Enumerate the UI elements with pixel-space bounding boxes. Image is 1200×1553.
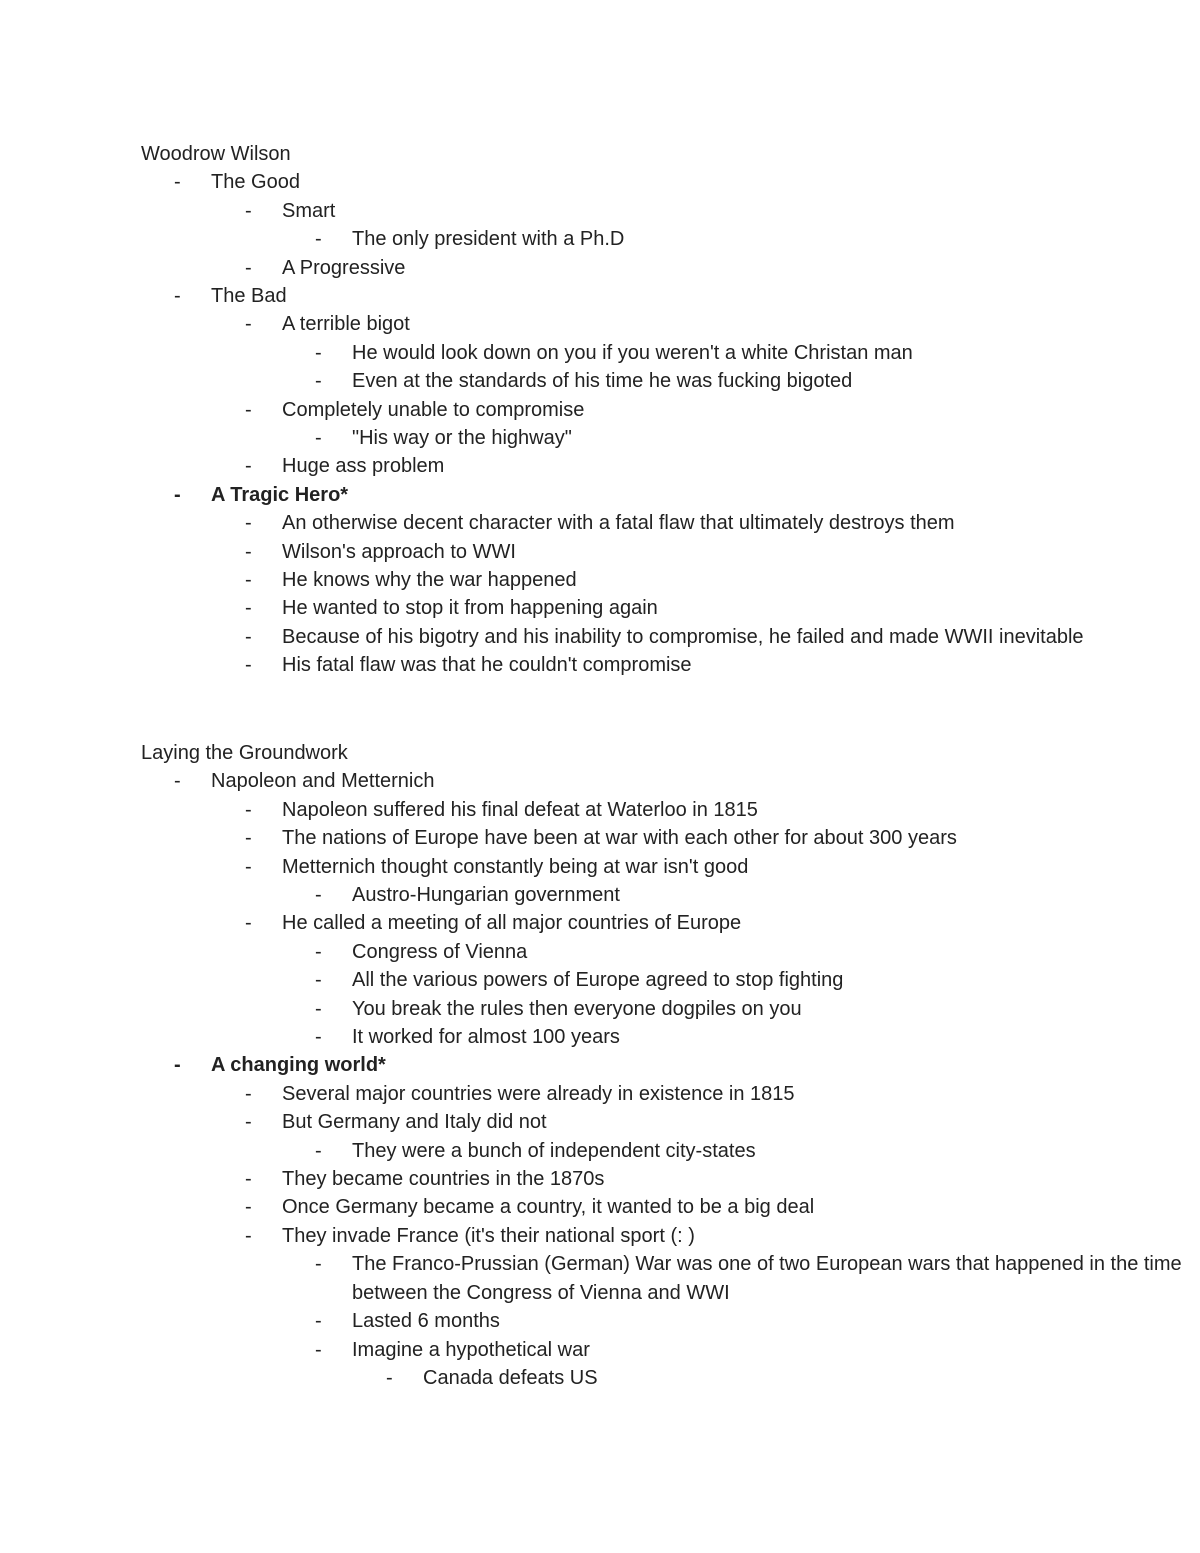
list-item-text: The Good — [211, 171, 300, 194]
bullet-dash: - — [245, 199, 252, 222]
list-item — [141, 796, 1113, 824]
bullet-dash: - — [315, 1310, 322, 1333]
bullet-dash: - — [245, 654, 252, 677]
bullet-dash: - — [245, 1082, 252, 1105]
list-item — [141, 168, 971, 196]
list-item — [141, 367, 1200, 395]
list-item — [141, 566, 1113, 594]
bullet-dash: - — [174, 770, 181, 793]
bullet-dash: - — [245, 827, 252, 850]
bullet-dash: - — [245, 597, 252, 620]
list-item-text: But Germany and Italy did not — [282, 1111, 547, 1134]
list-item-text: They were a bunch of independent city-states — [352, 1139, 756, 1162]
bullet-dash: - — [245, 540, 252, 563]
bullet-dash: - — [315, 228, 322, 251]
bullet-dash: - — [315, 1026, 322, 1049]
bullet-dash: - — [245, 625, 252, 648]
list-item-text: A Progressive — [282, 256, 406, 279]
bullet-dash: - — [245, 512, 252, 535]
list-item-text: Even at the standards of his time he was fucking bigoted — [352, 370, 853, 393]
list-item — [141, 225, 1200, 253]
section-laying-the-groundwork — [141, 739, 1182, 1392]
section-heading: Laying the Groundwork — [141, 742, 348, 764]
bullet-dash: - — [245, 455, 252, 478]
bullet-dash: - — [174, 1054, 181, 1077]
list-item — [141, 853, 1113, 881]
list-item-text: Lasted 6 months — [352, 1310, 500, 1333]
bullet-dash: - — [245, 798, 252, 821]
list-item-text: He would look down on you if you weren't a white Christan man — [352, 341, 913, 364]
list-item-text: Completely unable to compromise — [282, 398, 585, 421]
list-item — [141, 452, 1113, 480]
bullet-dash: - — [315, 1338, 322, 1361]
list-item — [141, 1137, 1200, 1165]
list-item-text: A Tragic Hero* — [211, 483, 349, 506]
bullet-list — [141, 168, 1141, 679]
list-item — [141, 310, 1113, 338]
list-item-text: He called a meeting of all major countries of Europe — [282, 912, 742, 935]
bullet-dash: - — [315, 1139, 322, 1162]
list-item-text: The Bad — [211, 285, 287, 308]
list-item — [141, 1364, 1200, 1392]
list-item — [141, 1051, 971, 1079]
list-item-text: Several major countries were already in existence in 1815 — [282, 1082, 795, 1105]
bullet-list — [141, 767, 1182, 1392]
list-item — [141, 1336, 1200, 1364]
list-item — [141, 424, 1200, 452]
bullet-dash: - — [315, 940, 322, 963]
list-item-text: A changing world* — [211, 1054, 386, 1077]
list-item — [141, 767, 971, 795]
list-item — [141, 396, 1113, 424]
section-heading: Woodrow Wilson — [141, 143, 291, 165]
bullet-dash: - — [315, 884, 322, 907]
list-item — [141, 509, 1113, 537]
list-item — [141, 1250, 1200, 1307]
list-item — [141, 1165, 1113, 1193]
list-item — [141, 881, 1200, 909]
bullet-dash: - — [245, 1196, 252, 1219]
list-item-text: An otherwise decent character with a fatal flaw that ultimately destroys them — [282, 512, 955, 535]
list-item — [141, 1193, 1113, 1221]
bullet-dash: - — [386, 1366, 393, 1389]
list-item-text: A terrible bigot — [282, 313, 410, 336]
list-item-text: All the various powers of Europe agreed to stop fighting — [352, 969, 844, 992]
list-item-text: He wanted to stop it from happening again — [282, 597, 658, 620]
list-item-text: Smart — [282, 199, 336, 222]
list-item-text: Imagine a hypothetical war — [352, 1338, 590, 1361]
list-item — [141, 481, 971, 509]
list-item-text: Napoleon suffered his final defeat at Waterloo in 1815 — [282, 798, 758, 821]
list-item — [141, 538, 1113, 566]
list-item-text: He knows why the war happened — [282, 569, 577, 592]
list-item-text: Canada defeats US — [423, 1366, 598, 1389]
list-item — [141, 1222, 1113, 1250]
list-item-text: You break the rules then everyone dogpiles on you — [352, 997, 802, 1020]
bullet-dash: - — [315, 341, 322, 364]
list-item — [141, 824, 1113, 852]
list-item-text: Napoleon and Metternich — [211, 770, 435, 793]
bullet-dash: - — [245, 256, 252, 279]
list-item — [141, 909, 1113, 937]
list-item-text: Austro-Hungarian government — [352, 884, 620, 907]
list-item — [141, 651, 1113, 679]
list-item-text: Because of his bigotry and his inability to compromise, he failed and made WWII inevitable — [282, 625, 1084, 648]
bullet-dash: - — [245, 313, 252, 336]
list-item — [141, 938, 1200, 966]
list-item — [141, 966, 1200, 994]
bullet-dash: - — [315, 969, 322, 992]
bullet-dash: - — [245, 912, 252, 935]
list-item-text: Huge ass problem — [282, 455, 445, 478]
bullet-dash: - — [245, 1224, 252, 1247]
bullet-dash: - — [245, 1168, 252, 1191]
bullet-dash: - — [174, 171, 181, 194]
list-item — [141, 339, 1200, 367]
bullet-dash: - — [245, 398, 252, 421]
list-item-text: His fatal flaw was that he couldn't compromise — [282, 654, 692, 677]
list-item-text: Congress of Vienna — [352, 940, 528, 963]
list-item-text: They invade France (it's their national sport (: ) — [282, 1224, 695, 1247]
list-item-text: The nations of Europe have been at war with each other for about 300 years — [282, 827, 957, 850]
list-item-text: Once Germany became a country, it wanted to be a big deal — [282, 1196, 815, 1219]
bullet-dash: - — [245, 1111, 252, 1134]
section-woodrow-wilson — [141, 140, 1141, 680]
list-item — [141, 1080, 1113, 1108]
list-item — [141, 594, 1113, 622]
list-item — [141, 254, 1113, 282]
bullet-dash: - — [315, 370, 322, 393]
bullet-dash: - — [245, 855, 252, 878]
bullet-dash: - — [315, 1253, 322, 1276]
bullet-dash: - — [174, 285, 181, 308]
list-item-text: Metternich thought constantly being at war isn't good — [282, 855, 749, 878]
bullet-dash: - — [315, 427, 322, 450]
list-item — [141, 623, 1113, 651]
list-item-text: The only president with a Ph.D — [352, 228, 625, 251]
list-item — [141, 1023, 1200, 1051]
list-item — [141, 1108, 1113, 1136]
list-item — [141, 995, 1200, 1023]
bullet-dash: - — [245, 569, 252, 592]
bullet-dash: - — [315, 997, 322, 1020]
bullet-dash: - — [174, 483, 181, 506]
list-item-text: It worked for almost 100 years — [352, 1026, 620, 1049]
list-item-text: They became countries in the 1870s — [282, 1168, 605, 1191]
list-item-text: Wilson's approach to WWI — [282, 540, 516, 563]
list-item-text: "His way or the highway" — [352, 427, 572, 450]
list-item — [141, 1307, 1200, 1335]
list-item — [141, 282, 971, 310]
list-item-text: The Franco-Prussian (German) War was one of two European wars that happened in the time between the Congress of Vienna and WWI — [352, 1253, 1182, 1304]
list-item — [141, 197, 1113, 225]
